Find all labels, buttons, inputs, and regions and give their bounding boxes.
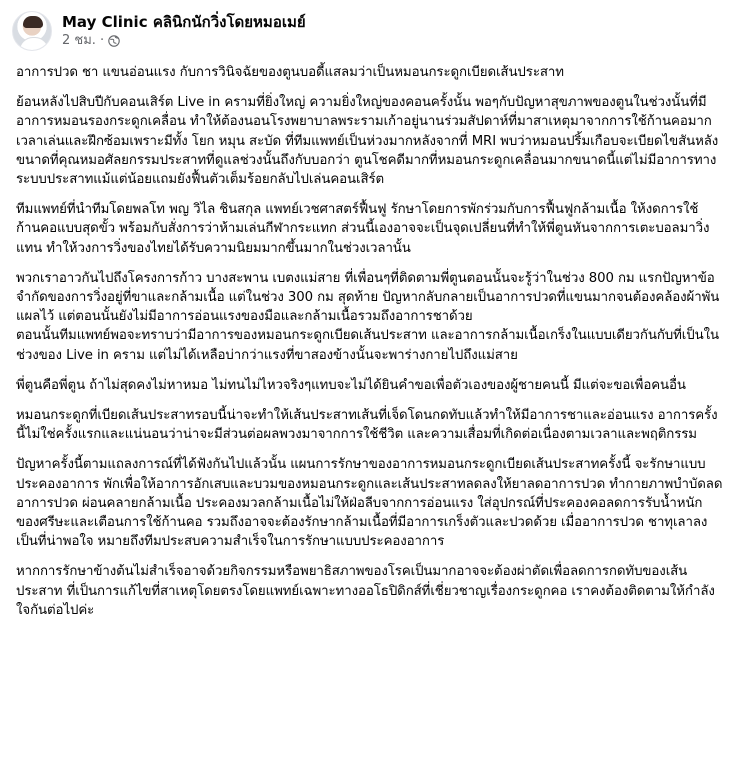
page-name-link[interactable]: May Clinic คลินิกนักวิ่งโดยหมอเมย์: [62, 13, 306, 31]
post-timestamp[interactable]: 2 ชม.: [62, 33, 96, 48]
post-body: [16, 63, 724, 620]
post-paragraph: ตอนนั้นทีมแพทย์พอจะทราบว่ามีอาการของหมอนกระดูกเบียดเส้นประสาท และอาการกล้ามเนื้อเกร็งในแบบเดียวกันกับที่เป็นในช่วงของ Live in คราม แต่ไม่ได้เหลือบ่ากว่าแรงที่ขาสองข้างนั้นจะพาร่างกายไปถึงแม่สาย: [16, 328, 719, 363]
avatar-body: [19, 37, 49, 51]
post-subline: [62, 32, 306, 50]
post-paragraph: ทีมแพทย์ที่นำทีมโดยพลโท พญ วิไล ชินสกุล แพทย์เวชศาสตร์ฟื้นฟู รักษาโดยการพักร่วมกับการฟื้นฟูกล้ามเนื้อ ให้งดการใช้ก้านคอแบบสุดขั้ว พร้อมกับสั่งการว่าห้ามเล่นกีฬากระแทก ส่วนนี้เองอาจจะเป็นจุดเปลี่ยนที่ทำให้พี่ตูนหันจากการเตะบอลมาวิ่งแทน ทำให้วงการวิ่งของไทยได้รับความนิยมมากขึ้นมากในช่วงเวลานั้น: [16, 202, 710, 256]
globe-icon[interactable]: [108, 35, 120, 47]
page-avatar[interactable]: [12, 11, 52, 51]
post-paragraph: อาการปวด ชา แขนอ่อนแรง กับการวินิจฉัยของตูนบอดี้แสลมว่าเป็นหมอนกระดูกเบียดเส้นประสาท: [16, 65, 564, 80]
post-meta: [62, 12, 306, 50]
post-header: [16, 0, 724, 59]
post-paragraph: หากการรักษาข้างต้นไม่สำเร็จอาจด้วยกิจกรรมหรือพยาธิสภาพของโรคเป็นมากอาจจะต้องผ่าตัดเพื่อลดการกดทับของเส้นประสาท ที่เป็นการแก้ไขที่สาเหตุโดยตรงโดยแพทย์เฉพาะทางออโธปิดิกส์ที่เชี่ยวชาญเรื่องกระดูกคอ เราคงต้องติดตามให้กำลังใจกันต่อไปค่ะ: [16, 564, 715, 618]
post-paragraph: พี่ตูนคือพี่ตูน ถ้าไม่สุดคงไม่หาหมอ ไม่ทนไม่ไหวจริงๆแทบจะไม่ได้ยินคำขอเพื่อตัวเองของผู้ชายคนนี้ มีแต่จะขอเพื่อคนอื่น: [16, 377, 686, 393]
post-paragraph: หมอนกระดูกที่เบียดเส้นประสาทรอบนี้น่าจะทำให้เส้นประสาทเส้นที่เจ็ดโดนกดทับแล้วทำให้มีอาการชาและอ่อนแรง อาการครั้งนี้ไม่ใช่ครั้งแรกและแน่นอนว่าน่าจะมีส่วนต่อผลพวงมาจากการใช้ชีวิต และความเสื่อมที่เกิดต่อเนื่องตามเวลาและพฤติกรรม: [16, 408, 718, 443]
separator-dot: ·: [99, 33, 105, 48]
post-paragraph: ปัญหาครั้งนี้ตามแถลงการณ์ที่ได้ฟังกันไปแล้วนั้น แผนการรักษาของอาการหมอนกระดูกเบียดเส้นประสาทครั้งนี้ จะรักษาแบบประคองอาการ พักเพื่อให้อาการอักเสบและบวมของหมอนกระดูกและเส้นประสาทลดลงให้ยาลดอาการปวด ทำกายภาพบำบัดลดอาการปวด ผ่อนคลายกล้ามเนื้อ ประคองมวลกล้ามเนื้อไม่ให้ฝ่อลีบจากการอ่อนแรง ใส่อุปกรณ์ที่ประคองคอลดการรับน้ำหนักของศรีษะและเตือนการใช้ก้านคอ รวมถึงอาจจะต้องรักษากล้ามเนื้อที่มีอาการเกร็งตัวและปวดด้วย เมื่ออาการปวด ชาทุเลาลง เป็นที่น่าพอใจ หมายถึงทีมประสบความสำเร็จในการรักษาแบบประคองอาการ: [16, 457, 723, 550]
post-paragraph: ย้อนหลังไปสิบปีกับคอนเสิร์ต Live in ครามที่ยิ่งใหญ่ ความยิ่งใหญ่ของคอนครั้งนั้น พอๆกับปัญหาสุขภาพของตูนในช่วงนั้นที่มีอาการหมอนรองกระดูกเคลื่อน ทำให้ต้องนอนโรงพยาบาลพระรามเก้าอยู่นานร่วมสัปดาห์ที่มาสาเหตุมาจากการใช้ก้านคอมากเวลาเล่นและฝึกซ้อมเพราะมีทั้ง โยก หมุน สะบัด ที่ทีมแพทย์เป็นห่วงมากหลังจากที่ MRI พบว่าหมอนปริ้มเกือบจะเบียดไขสันหลังขนาดที่คุณหมอศัลยกรรมประสาทที่ดูแลช่วงนั้นถึงกับบอกว่า ตูนโชคดีมากที่หมอนกระดูกเคลื่อนมากขนาดนี้แต่ไม่มีอาการทางระบบประสาทแม้แต่น้อยแถมยังฟื้นตัวเต็มร้อยกลับไปเล่นคอนเสิร์ต: [16, 95, 719, 188]
post-paragraph: พวกเราอาวกันไปถึงโครงการก้าว บางสะพาน เบตงแม่สาย ที่เพื่อนๆที่ติดตามพี่ตูนตอนนั้นจะรู้ว่าในช่วง 800 กม แรกปัญหาข้อจำกัดของการวิ่งอยู่ที่ขาและกล้ามเนื้อ แต่ในช่วง 300 กม สุดท้าย ปัญหากลับกลายเป็นอาการปวดที่แขนมากจนต้องคล้องผ้าพันแผลไว้ แต่ตอนนั้นยังไม่มีอาการอ่อนแรงของมือและกล้ามเนื้อรวมถึงอาการชาด้วย: [16, 270, 720, 325]
avatar-hair: [23, 16, 43, 28]
